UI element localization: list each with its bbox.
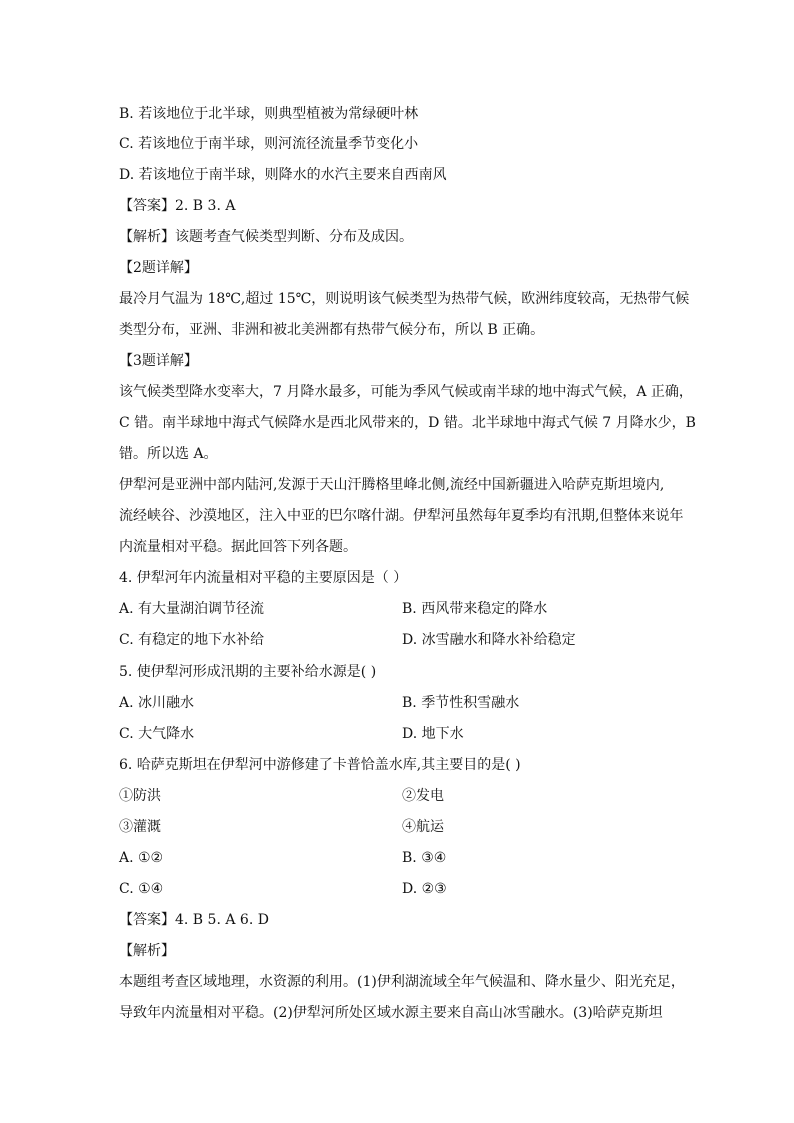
question-5: 5. 使伊犁河形成汛期的主要补给水源是( )	[119, 664, 377, 680]
analysis-heading: 【解析】	[119, 943, 175, 959]
q6-item-4: ④航运	[402, 819, 444, 835]
answer-2-3: 【答案】2. B 3. A	[119, 198, 236, 214]
q2-heading: 【2题详解】	[119, 260, 198, 276]
analysis-intro: 【解析】该题考查气候类型判断、分布及成因。	[119, 229, 413, 245]
q6-item-1: ①防洪	[119, 788, 161, 804]
answer-4-6: 【答案】4. B 5. A 6. D	[119, 912, 269, 928]
analysis-body-line: 导致年内流量相对平稳。(2)伊犁河所处区域水源主要来自高山冰雪融水。(3)哈萨克斯坦	[119, 1005, 663, 1021]
passage-line: 内流量相对平稳。据此回答下列各题。	[119, 539, 357, 555]
passage-line: 伊犁河是亚洲中部内陆河,发源于天山汗腾格里峰北侧,流经中国新疆进入哈萨克斯坦境内,	[119, 477, 665, 493]
q2-body-line: 类型分布，亚洲、非洲和被北美洲都有热带气候分布，所以 B 正确。	[119, 322, 545, 338]
q5-option-c: C. 大气降水	[119, 726, 195, 742]
q3-body-line: 错。所以选 A。	[119, 446, 218, 462]
option-3d: D. 若该地位于南半球，则降水的水汽主要来自西南风	[119, 167, 447, 183]
analysis-body-line: 本题组考查区域地理，水资源的利用。(1)伊利湖流域全年气候温和、降水量少、阳光充足，	[119, 974, 685, 990]
question-4: 4. 伊犁河年内流量相对平稳的主要原因是（ ）	[119, 570, 408, 586]
q3-body-line: 该气候类型降水变率大，7 月降水最多，可能为季风气候或南半球的地中海式气候，A 正确，	[119, 384, 693, 400]
q2-body-line: 最冷月气温为 18℃,超过 15℃，则说明该气候类型为热带气候，欧洲纬度较高，无热带气候	[119, 291, 690, 307]
q5-option-b: B. 季节性积雪融水	[402, 695, 520, 711]
q4-option-b: B. 西风带来稳定的降水	[402, 601, 548, 617]
q3-heading: 【3题详解】	[119, 353, 198, 369]
q6-option-d: D. ②③	[402, 881, 447, 897]
q4-option-c: C. 有稳定的地下水补给	[119, 632, 265, 648]
q6-option-c: C. ①④	[119, 881, 164, 897]
q4-option-d: D. 冰雪融水和降水补给稳定	[402, 632, 576, 648]
passage-line: 流经峡谷、沙漠地区，注入中亚的巴尔喀什湖。伊犁河虽然每年夏季均有汛期,但整体来说年	[119, 508, 684, 524]
q6-option-b: B. ③④	[402, 850, 447, 866]
q6-option-a: A. ①②	[119, 850, 164, 866]
q3-body-line: C 错。南半球地中海式气候降水是西北风带来的，D 错。北半球地中海式气候 7 月降水少，B	[119, 415, 696, 431]
q4-option-a: A. 有大量湖泊调节径流	[119, 601, 265, 617]
option-3c: C. 若该地位于南半球，则河流径流量季节变化小	[119, 136, 419, 152]
q6-item-3: ③灌溉	[119, 819, 161, 835]
q6-item-2: ②发电	[402, 788, 444, 804]
q5-option-a: A. 冰川融水	[119, 695, 195, 711]
question-6: 6. 哈萨克斯坦在伊犁河中游修建了卡普恰盖水库,其主要目的是( )	[119, 757, 521, 773]
option-3b: B. 若该地位于北半球，则典型植被为常绿硬叶林	[119, 106, 419, 122]
q5-option-d: D. 地下水	[402, 726, 464, 742]
